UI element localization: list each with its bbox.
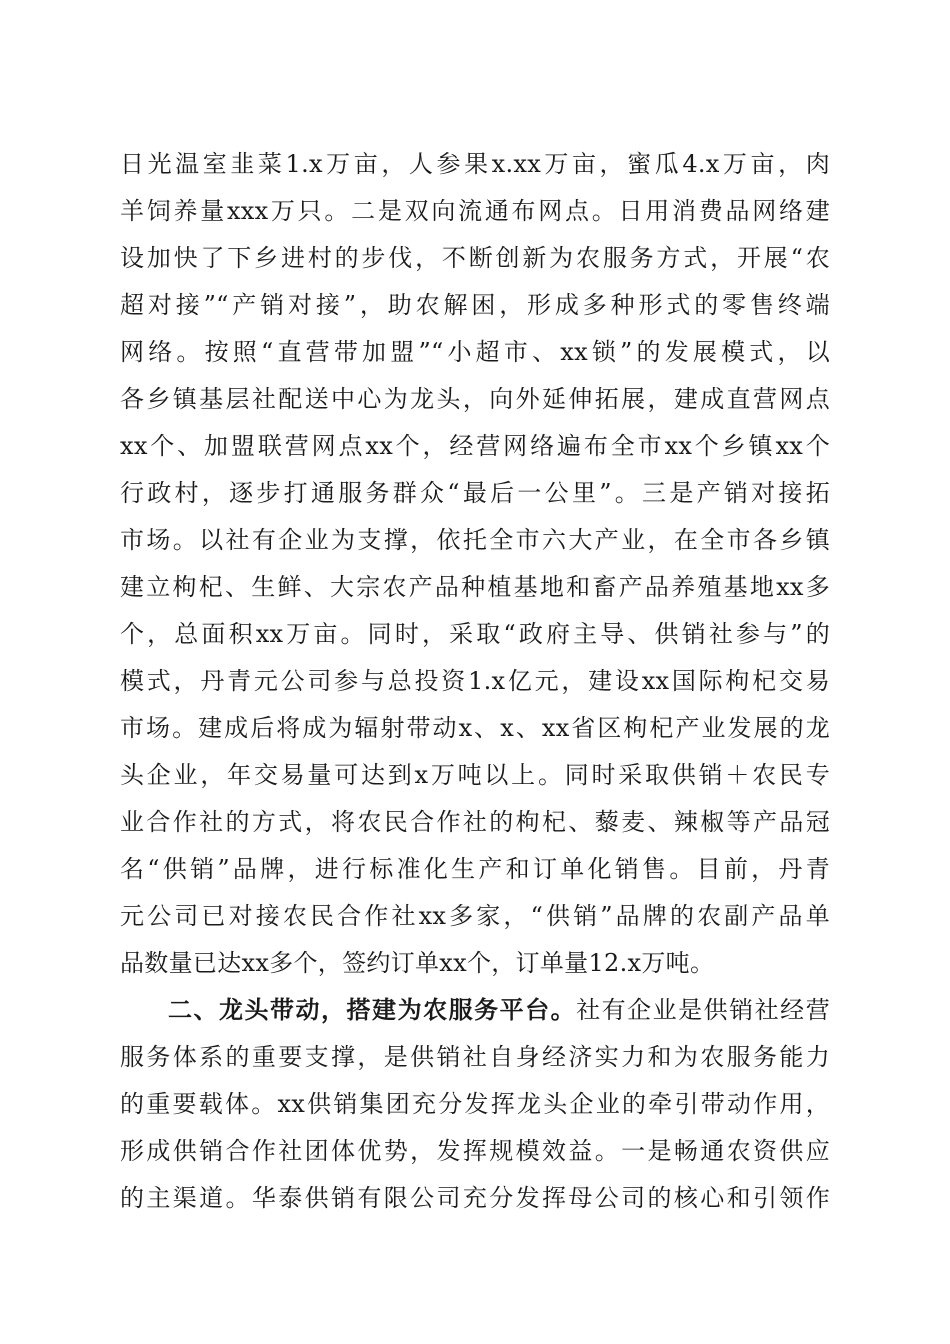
paragraph-1-line-9: 市场。以社有企业为支撑，依托全市六大产业，在全市各乡镇 xyxy=(120,526,830,554)
paragraph-2-line-1-text: 社有企业是供销社经营 xyxy=(576,996,830,1024)
paragraph-1-line-17: 元公司已对接农民合作社xx多家，“供销”品牌的农副产品单 xyxy=(120,902,830,930)
paragraph-2-line-2: 服务体系的重要支撑，是供销社自身经济实力和为农服务能力 xyxy=(120,1043,830,1071)
paragraph-1-line-5: 网络。按照“直营带加盟”“小超市、xx锁”的发展模式，以 xyxy=(120,338,830,366)
paragraph-1-line-4: 超对接”“产销对接”，助农解困，形成多种形式的零售终端 xyxy=(120,291,830,319)
paragraph-1-line-13: 市场。建成后将成为辐射带动x、x、xx省区枸杞产业发展的龙 xyxy=(120,714,830,742)
paragraph-1-line-1: 日光温室韭菜1.x万亩，人参果x.xx万亩，蜜瓜4.x万亩，肉 xyxy=(120,150,830,178)
paragraph-2-line-3: 的重要载体。xx供销集团充分发挥龙头企业的牵引带动作用， xyxy=(120,1090,830,1118)
paragraph-2-line-1 xyxy=(168,992,830,1028)
paragraph-1-line-15: 业合作社的方式，将农民合作社的枸杞、藜麦、辣椒等产品冠 xyxy=(120,808,830,836)
paragraph-1-line-14: 头企业，年交易量可达到x万吨以上。同时采取供销＋农民专 xyxy=(120,761,830,789)
paragraph-1-line-12: 模式，丹青元公司参与总投资1.x亿元，建设xx国际枸杞交易 xyxy=(120,667,830,695)
paragraph-1-line-7: xx个、加盟联营网点xx个，经营网络遍布全市xx个乡镇xx个 xyxy=(120,432,830,460)
section-heading: 二、龙头带动，搭建为农服务平台。 xyxy=(168,996,577,1024)
paragraph-1-line-3: 设加快了下乡进村的步伐，不断创新为农服务方式，开展“农 xyxy=(120,244,830,272)
paragraph-1-line-18: 品数量已达xx多个，签约订单xx个，订单量12.x万吨。 xyxy=(120,949,715,977)
paragraph-2-line-5: 的主渠道。华泰供销有限公司充分发挥母公司的核心和引领作 xyxy=(120,1184,830,1212)
paragraph-1-line-10: 建立枸杞、生鲜、大宗农产品种植基地和畜产品养殖基地xx多 xyxy=(120,573,830,601)
paragraph-1-line-6: 各乡镇基层社配送中心为龙头，向外延伸拓展，建成直营网点 xyxy=(120,385,830,413)
paragraph-1-line-11: 个，总面积xx万亩。同时，采取“政府主导、供销社参与”的 xyxy=(120,620,830,648)
paragraph-1-line-8: 行政村，逐步打通服务群众“最后一公里”。三是产销对接拓 xyxy=(120,479,830,507)
paragraph-1-line-16: 名“供销”品牌，进行标准化生产和订单化销售。目前，丹青 xyxy=(120,855,830,883)
paragraph-1-line-2: 羊饲养量xxx万只。二是双向流通布网点。日用消费品网络建 xyxy=(120,197,830,225)
paragraph-2-line-4: 形成供销合作社团体优势，发挥规模效益。一是畅通农资供应 xyxy=(120,1137,830,1165)
